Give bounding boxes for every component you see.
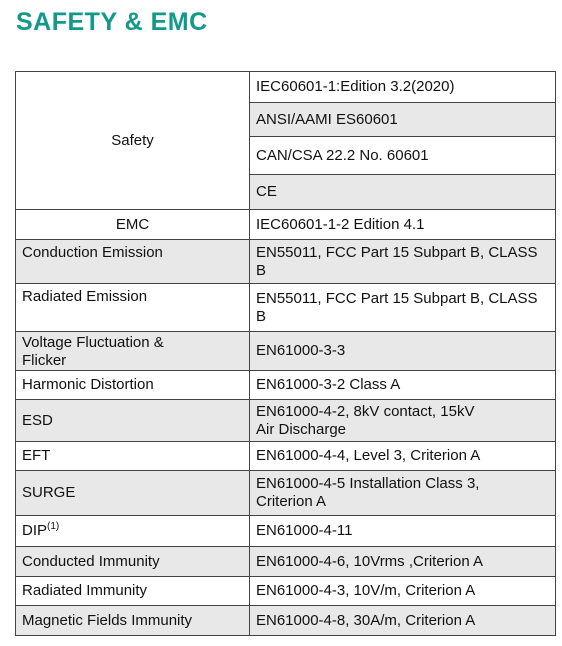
- test-value-cell: [250, 284, 556, 332]
- page-title: SAFETY & EMC: [16, 8, 208, 36]
- table-row: [16, 577, 556, 606]
- table-row: [16, 471, 556, 516]
- safety-label: Safety: [111, 131, 154, 149]
- table-row: [16, 400, 556, 442]
- test-value-cell: [250, 547, 556, 577]
- safety-standard-cell: [250, 72, 556, 103]
- safety-standard: CE: [256, 183, 277, 200]
- table-row: [16, 516, 556, 547]
- test-value-cell: [250, 577, 556, 606]
- test-value-cell: [250, 400, 556, 442]
- test-label-cell: [16, 547, 250, 577]
- emc-label: EMC: [115, 215, 150, 233]
- safety-standard-cell: [250, 175, 556, 210]
- test-value-cell: [250, 471, 556, 516]
- test-label: Magnetic Fields Immunity: [22, 611, 193, 629]
- table-row: [16, 606, 556, 636]
- test-label: Conduction Emission: [22, 244, 163, 261]
- emc-value: IEC60601-1-2 Edition 4.1: [256, 215, 425, 233]
- test-value-cell: [250, 371, 556, 400]
- table-row: [16, 332, 556, 371]
- table-row: [16, 210, 556, 240]
- safety-standard: ANSI/AAMI ES60601: [256, 110, 398, 128]
- test-value: EN61000-4-6, 10Vrms ,Criterion A: [256, 552, 484, 570]
- safety-label-cell: [16, 72, 250, 210]
- test-value-cell: [250, 606, 556, 636]
- test-label: Radiated Immunity: [22, 582, 148, 599]
- test-label-cell: [16, 240, 250, 284]
- test-value: EN61000-4-4, Level 3, Criterion A: [256, 447, 481, 464]
- test-value-cell: [250, 442, 556, 471]
- test-label: DIP: [22, 522, 48, 539]
- test-value: EN61000-4-5 Installation Class 3, Criterion A: [256, 475, 480, 510]
- test-value: EN61000-4-3, 10V/m, Criterion A: [256, 582, 476, 599]
- table-row: [16, 371, 556, 400]
- test-value: EN55011, FCC Part 15 Subpart B, CLASS B: [256, 243, 538, 279]
- table-row: [16, 547, 556, 577]
- safety-standard: IEC60601-1:Edition 3.2(2020): [256, 78, 455, 95]
- test-value: EN61000-3-3: [256, 342, 346, 359]
- safety-standard: CAN/CSA 22.2 No. 60601: [256, 146, 429, 164]
- test-label-cell: [16, 442, 250, 471]
- test-label-cell: [16, 371, 250, 400]
- test-value-cell: [250, 240, 556, 284]
- safety-emc-table: [15, 71, 556, 636]
- test-label-cell: [16, 606, 250, 636]
- test-value-cell: [250, 516, 556, 547]
- table-row: [16, 284, 556, 332]
- test-value: EN61000-4-8, 30A/m, Criterion A: [256, 611, 476, 629]
- test-value: EN55011, FCC Part 15 Subpart B, CLASS B: [256, 289, 538, 325]
- table-row: [16, 72, 556, 103]
- test-label: SURGE: [22, 484, 76, 501]
- test-value: EN61000-4-11: [256, 522, 353, 539]
- table-row: [16, 442, 556, 471]
- test-label: Radiated Emission: [22, 288, 148, 305]
- test-label-cell: [16, 332, 250, 371]
- test-label: ESD: [22, 411, 53, 429]
- test-label-cell: [16, 577, 250, 606]
- test-value: EN61000-3-2 Class A: [256, 376, 401, 393]
- table-row: [16, 240, 556, 284]
- test-label-cell: [16, 471, 250, 516]
- safety-standard-cell: [250, 103, 556, 137]
- footnote-marker: (1): [47, 521, 60, 532]
- test-value-cell: [250, 332, 556, 371]
- test-label: EFT: [22, 447, 51, 464]
- test-label-cell: [16, 284, 250, 332]
- emc-label-cell: [16, 210, 250, 240]
- safety-standard-cell: [250, 137, 556, 175]
- test-label-cell: [16, 400, 250, 442]
- test-value: EN61000-4-2, 8kV contact, 15kV Air Discharge: [256, 402, 475, 438]
- test-label: Harmonic Distortion: [22, 376, 154, 393]
- test-label: Conducted Immunity: [22, 552, 160, 570]
- emc-value-cell: [250, 210, 556, 240]
- test-label: Voltage Fluctuation & Flicker: [22, 334, 164, 369]
- test-label-cell: [16, 516, 250, 547]
